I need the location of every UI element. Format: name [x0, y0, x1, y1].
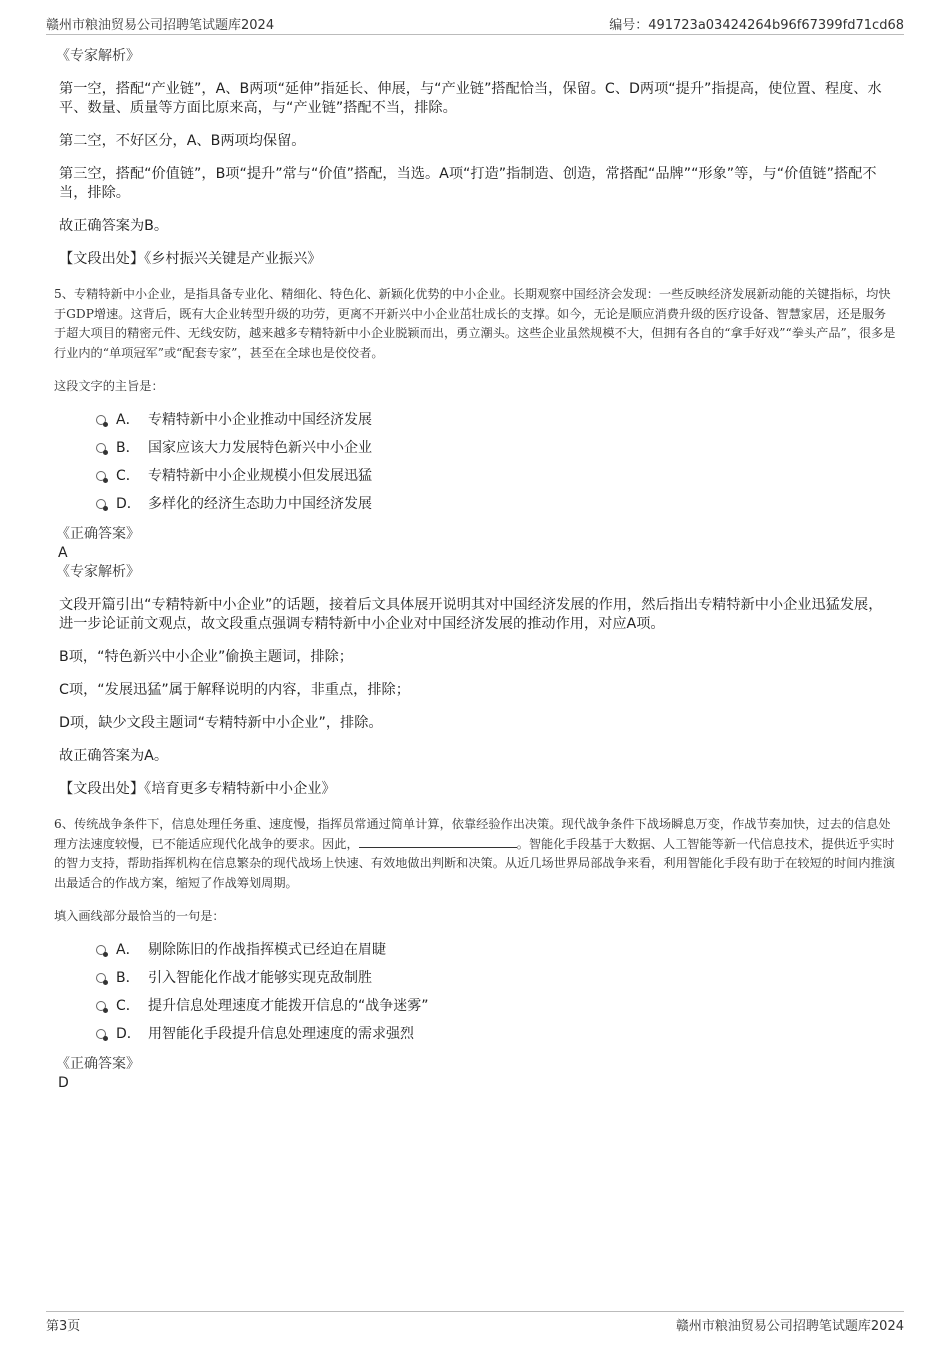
- header-code: 编号：491723a03424264b96f67399fd71cd68: [609, 18, 904, 33]
- analysis-paragraph: 第二空，不好区分，A、B两项均保留。: [59, 133, 306, 149]
- correct-answer-label: 《正确答案》: [56, 526, 140, 542]
- radio-button[interactable]: [96, 973, 106, 983]
- page-number: 第3页: [46, 1319, 81, 1334]
- option-text: 引入智能化作战才能够实现克敌制胜: [148, 970, 372, 986]
- fill-in-blank-line: [359, 835, 517, 848]
- option-text: 剔除陈旧的作战指挥模式已经迫在眉睫: [148, 942, 386, 958]
- option-key: C．: [116, 998, 140, 1014]
- option-text: 专精特新中小企业推动中国经济发展: [148, 412, 372, 428]
- radio-button[interactable]: [96, 415, 106, 425]
- radio-button[interactable]: [96, 499, 106, 509]
- question-6-text-before: 6、传统战争条件下，信息处理任务重、速度慢，指挥员常通过简单计算，依靠经验作出决策。现代战争条件下战场瞬息万变，作战节奏加快，过去的信息处理方法速度较慢，已不能适应现代化战争的要求。因此，: [54, 817, 891, 851]
- page-footer: [46, 1311, 904, 1334]
- option-key: D．: [116, 496, 141, 512]
- option-key: A．: [116, 942, 140, 958]
- expert-analysis-label: 《专家解析》: [56, 48, 140, 64]
- question-5-options: [96, 406, 896, 518]
- option-key: D．: [116, 1026, 141, 1042]
- option-b[interactable]: [96, 434, 896, 462]
- correct-answer-value: A: [58, 545, 68, 561]
- option-text: 多样化的经济生态助力中国经济发展: [148, 496, 372, 512]
- page-header: [46, 14, 904, 35]
- question-5-text: 5、专精特新中小企业，是指具备专业化、精细化、特色化、新颖化优势的中小企业。长期观察中国经济会发现：一些反映经济发展新动能的关键指标，均快于GDP增速。这背后，既有大企业转型升级的功劳，更离不开新兴中小企业茁壮成长的支撑。如今，无论是顺应消费升级的医疗设备、智慧家居，还是服务于超大项目的精密元件、无线安防，越来越多专精特新中小企业脱颖而出，勇立潮头。这些企业虽然规模不大，但拥有各自的“拿手好戏”“拳头产品”，很多是行业内的“单项冠军”或“配套专家”，甚至在全球也是佼佼者。: [54, 287, 896, 360]
- radio-button[interactable]: [96, 1029, 106, 1039]
- option-c[interactable]: [96, 992, 896, 1020]
- option-d[interactable]: [96, 490, 896, 518]
- source-citation: 【文段出处】《乡村振兴关键是产业振兴》: [59, 251, 322, 267]
- option-a[interactable]: [96, 406, 896, 434]
- analysis-paragraph: 文段开篇引出“专精特新中小企业”的话题，接着后文具体展开说明其对中国经济发展的作用，然后指出专精特新中小企业迅猛发展，进一步论证前文观点，故文段重点强调专精特新中小企业对中国经济发展的推动作用，对应A项。: [59, 597, 883, 632]
- option-text: 专精特新中小企业规模小但发展迅猛: [148, 468, 372, 484]
- option-key: A．: [116, 412, 140, 428]
- question-6-options: [96, 936, 896, 1048]
- option-c[interactable]: [96, 462, 896, 490]
- option-a[interactable]: [96, 936, 896, 964]
- radio-button[interactable]: [96, 1001, 106, 1011]
- radio-button[interactable]: [96, 945, 106, 955]
- analysis-paragraph: D项，缺少文段主题词“专精特新中小企业”，排除。: [59, 715, 383, 731]
- radio-button[interactable]: [96, 443, 106, 453]
- radio-button[interactable]: [96, 471, 106, 481]
- option-text: 提升信息处理速度才能拨开信息的“战争迷雾”: [148, 998, 429, 1014]
- source-citation: 【文段出处】《培育更多专精特新中小企业》: [59, 781, 336, 797]
- option-text: 国家应该大力发展特色新兴中小企业: [148, 440, 372, 456]
- question-6-prompt: 填入画线部分最恰当的一句是：: [54, 909, 225, 923]
- question-6-text: [54, 815, 896, 893]
- analysis-paragraph: C项，“发展迅猛”属于解释说明的内容，非重点，排除；: [59, 682, 410, 698]
- analysis-paragraph: B项，“特色新兴中小企业”偷换主题词，排除；: [59, 649, 353, 665]
- correct-answer-value: D: [58, 1075, 69, 1091]
- correct-answer-label: 《正确答案》: [56, 1056, 140, 1072]
- question-5-prompt: 这段文字的主旨是：: [54, 379, 164, 393]
- option-key: B．: [116, 970, 140, 986]
- option-text: 用智能化手段提升信息处理速度的需求强烈: [148, 1026, 414, 1042]
- option-key: C．: [116, 468, 140, 484]
- analysis-paragraph: 第三空，搭配“价值链”，B项“提升”常与“价值”搭配，当选。A项“打造”指制造、创造，常搭配“品牌”“形象”等，与“价值链”搭配不当，排除。: [59, 166, 877, 201]
- analysis-paragraph: 第一空，搭配“产业链”，A、B两项“延伸”指延长、伸展，与“产业链”搭配恰当，保留。C、D两项“提升”指提高，使位置、程度、水平、数量、质量等方面比原来高，与“产业链”搭配不当，排除。: [59, 81, 882, 116]
- analysis-conclusion: 故正确答案为A。: [59, 748, 169, 764]
- option-d[interactable]: [96, 1020, 896, 1048]
- option-b[interactable]: [96, 964, 896, 992]
- footer-title: 赣州市粮油贸易公司招聘笔试题库2024: [675, 1319, 904, 1334]
- expert-analysis-label: 《专家解析》: [56, 564, 140, 580]
- page-content: [56, 46, 896, 1092]
- header-title: 赣州市粮油贸易公司招聘笔试题库2024: [46, 18, 275, 33]
- question-6-text-after: 。智能化手段基于大数据、人工智能等新一代信息技术，提供近乎实时的智力支持，帮助指挥机构在信息繁杂的现代战场上快速、有效地做出判断和决策。从近几场世界局部战争来看，利用智能化手段有助于在较短的时间内推演出最适合的作战方案，缩短了作战筹划周期。: [54, 836, 895, 890]
- option-key: B．: [116, 440, 140, 456]
- analysis-conclusion: 故正确答案为B。: [59, 218, 169, 234]
